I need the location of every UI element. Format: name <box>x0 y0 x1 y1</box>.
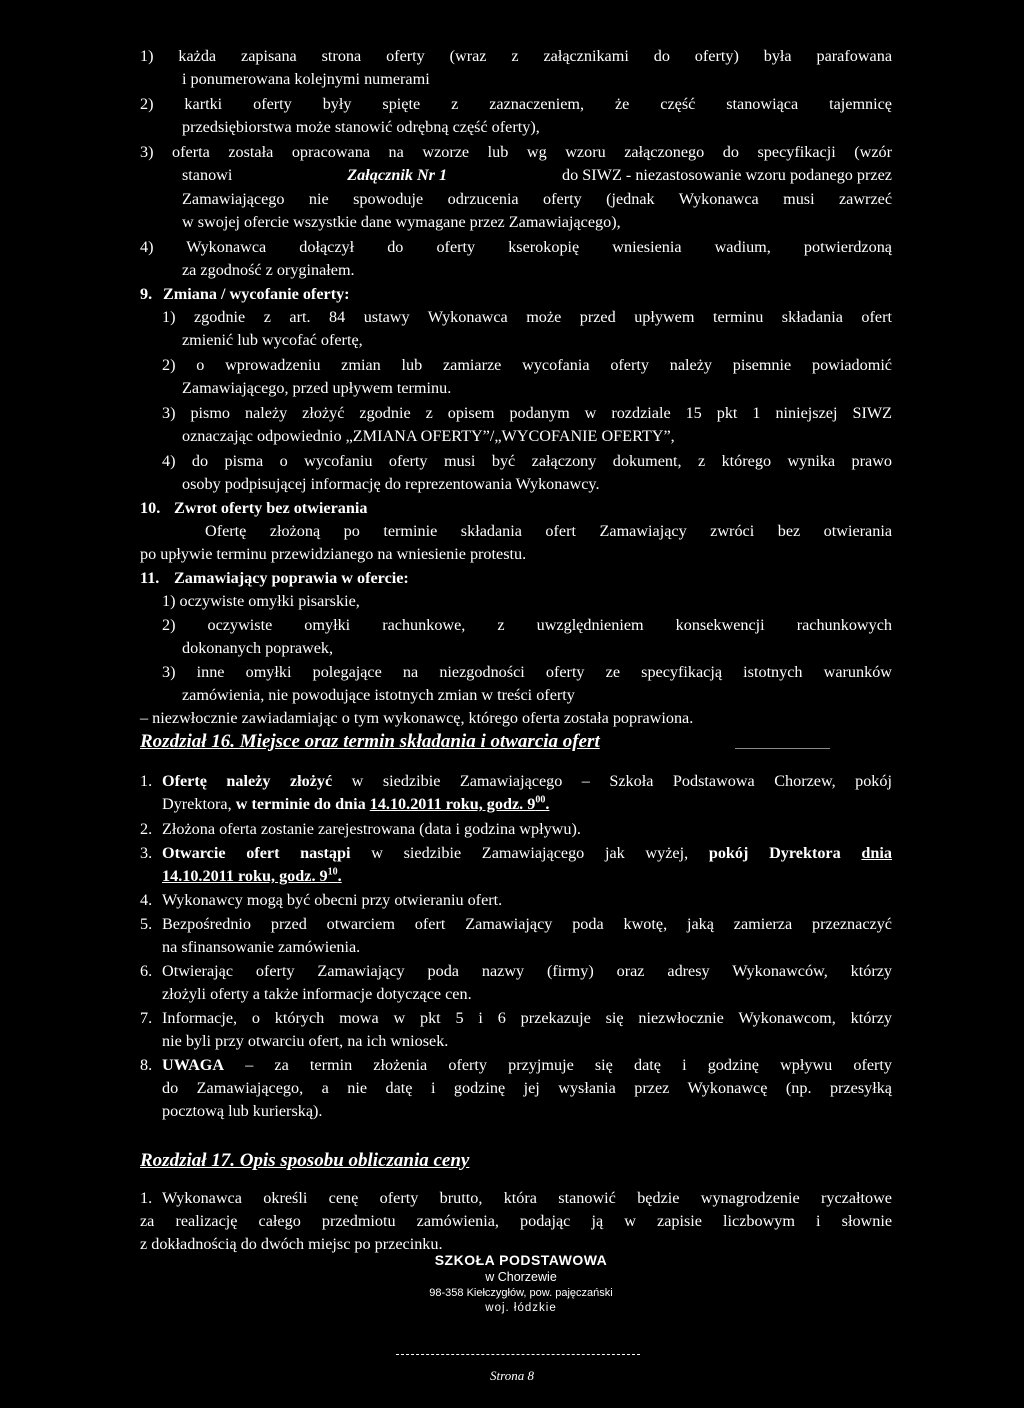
ch17-item-1-line2: za realizację całego przedmiotu zamówienia, podając ją w zapisie liczbowym i słownie <box>140 1212 892 1230</box>
item-8-3-line3: Zamawiającego nie spowoduje odrzucenia oferty (jednak Wykonawca musi zawrzeć <box>182 190 892 208</box>
ch16-item-4: Wykonawcy mogą być obecni przy otwieraniu ofert. <box>162 891 503 909</box>
warning-label: UWAGA <box>162 1056 225 1074</box>
ch16-item-1-pre: Dyrektora, <box>162 795 232 813</box>
section-9-title: Zmiana / wycofanie oferty: <box>163 285 350 303</box>
ch16-item-3-number: 3. <box>140 844 153 862</box>
section-11-number: 11. <box>140 569 160 587</box>
item-11-1: 1) oczywiste omyłki pisarskie, <box>162 592 360 610</box>
item-9-2-line2: Zamawiającego, przed upływem terminu. <box>182 379 452 397</box>
ch16-item-6-number: 6. <box>140 962 153 980</box>
submission-deadline <box>370 795 550 813</box>
item-8-3-label: stanowi <box>182 166 233 184</box>
item-9-4-line1: 4) do pisma o wycofaniu oferty musi być załączony dokument, z którego wynika prawo <box>162 452 892 470</box>
section-10-number: 10. <box>140 499 161 517</box>
section-10-title: Zwrot oferty bez otwierania <box>174 499 368 517</box>
section-10-para-line2: po upływie terminu przewidzianego na wniesienie protestu. <box>140 545 527 563</box>
ch16-item-5-number: 5. <box>140 915 153 933</box>
ch16-item-1-line2 <box>162 793 892 816</box>
ch16-item-3-room: pokój Dyrektora <box>708 844 841 862</box>
item-8-3-rest: do SIWZ - niezastosowanie wzoru podanego przez <box>562 166 892 184</box>
ch16-item-1-number: 1. <box>140 772 153 790</box>
ch16-item-3-bold: Otwarcie ofert nastąpi <box>162 844 351 862</box>
ch16-item-1-line1 <box>162 770 892 793</box>
item-8-3-line1: 3) oferta została opracowana na wzorze lub wg wzoru załączonego do specyfikacji (wzór <box>140 143 892 161</box>
item-8-4-line1: 4) Wykonawca dołączył do oferty kserokopię wniesienia wadium, potwierdzoną <box>140 238 892 256</box>
ch16-item-3-line1 <box>162 842 892 865</box>
opening-date-minutes: 10 <box>327 866 338 878</box>
item-11-2-line2: dokonanych poprawek, <box>182 639 334 657</box>
heading-rule <box>735 748 830 749</box>
stamp-address: 98-358 Kiełczygłów, pow. pajęczański <box>429 1287 613 1299</box>
ch16-item-6-line2: złożyli oferty a także informacje dotyczące cen. <box>162 985 472 1003</box>
ch16-item-7-line1: Informacje, o których mowa w pkt 5 i 6 przekazuje się niezwłocznie Wykonawcom, którzy <box>162 1009 892 1027</box>
item-9-2-line1: 2) o wprowadzeniu zmian lub zamiarze wycofania oferty należy pisemnie powiadomić <box>162 356 892 374</box>
ch16-item-1-rest: w siedzibie Zamawiającego – Szkoła Podstawowa Chorzew, pokój <box>351 772 892 790</box>
item-11-3-line1: 3) inne omyłki polegające na niezgodności oferty ze specyfikacją istotnych warunków <box>162 663 892 681</box>
item-8-1-line2: i ponumerowana kolejnymi numerami <box>182 70 430 88</box>
item-9-3-line1: 3) pismo należy złożyć zgodnie z opisem podanym w rozdziale 15 pkt 1 niniejszej SIWZ <box>162 404 892 422</box>
ch16-item-8-line1 <box>162 1054 892 1077</box>
ch16-item-1-deadline-label: w terminie do dnia <box>235 795 366 813</box>
ch16-item-8-rest: – za termin złożenia oferty przyjmuje się datę i godzinę wpływu oferty <box>245 1056 893 1074</box>
attachment-ref: Załącznik Nr 1 <box>347 166 448 184</box>
item-11-3-line2: zamówienia, nie powodujące istotnych zmian w treści oferty <box>182 686 575 704</box>
item-11-2-line1: 2) oczywiste omyłki rachunkowe, z uwzględnieniem konsekwencji rachunkowych <box>162 616 892 634</box>
item-8-3-line2 <box>182 164 892 187</box>
item-9-1-line1: 1) zgodnie z art. 84 ustawy Wykonawca może przed upływem terminu składania ofert <box>162 308 892 326</box>
ch16-item-2: Złożona oferta zostanie zarejestrowana (data i godzina wpływu). <box>162 820 581 838</box>
item-9-4-line2: osoby podpisującej informację do reprezentowania Wykonawcy. <box>182 475 600 493</box>
footer-rule <box>396 1354 640 1355</box>
submission-deadline-end: . <box>545 795 550 813</box>
item-8-4-line2: za zgodność z oryginałem. <box>182 261 355 279</box>
ch16-item-1-bold: Ofertę należy złożyć <box>162 772 333 790</box>
chapter-16-heading: Rozdział 16. Miejsce oraz termin składania i otwarcia ofert <box>140 731 600 752</box>
ch16-item-5-line1: Bezpośrednio przed otwarciem ofert Zamawiający poda kwotę, jaką zamierza przeznaczyć <box>162 915 892 933</box>
chapter-17-heading: Rozdział 17. Opis sposobu obliczania ceny <box>140 1150 470 1171</box>
opening-date-text: 14.10.2011 roku, godz. 9 <box>162 867 328 885</box>
opening-date-end: . <box>337 867 342 885</box>
item-8-1-line1: 1) każda zapisana strona oferty (wraz z załącznikami do oferty) była parafowana <box>140 47 892 65</box>
ch16-item-3-dnia: dnia <box>861 844 893 862</box>
ch16-item-4-number: 4. <box>140 891 153 909</box>
item-9-1-line2: zmienić lub wycofać ofertę, <box>182 331 363 349</box>
ch17-item-1-line3: z dokładnością do dwóch miejsc po przecinku. <box>140 1235 443 1253</box>
opening-date <box>162 867 342 885</box>
ch16-item-6-line1: Otwierając oferty Zamawiający poda nazwy (firmy) oraz adresy Wykonawców, którzy <box>162 962 892 980</box>
item-8-2-line1: 2) kartki oferty były spięte z zaznaczeniem, że część stanowiąca tajemnicę <box>140 95 892 113</box>
section-10-para-line1: Ofertę złożoną po terminie składania ofert Zamawiający zwróci bez otwierania <box>205 522 892 540</box>
ch17-item-1-number: 1. <box>140 1189 153 1207</box>
submission-deadline-text: 14.10.2011 roku, godz. 9 <box>369 795 536 813</box>
item-8-2-line2: przedsiębiorstwa może stanowić odrębną część oferty), <box>182 118 540 136</box>
ch16-item-8-line2: do Zamawiającego, a nie datę i godzinę jej wysłania przez Wykonawcę (np. przesyłką <box>162 1079 892 1097</box>
ch16-item-3-rest: w siedzibie Zamawiającego jak wyżej, <box>371 844 689 862</box>
submission-deadline-minutes: 00 <box>535 794 546 806</box>
ch16-item-7-line2: nie byli przy otwarciu ofert, na ich wniosek. <box>162 1032 449 1050</box>
section-9-number: 9. <box>140 285 153 303</box>
item-9-3-line2: oznaczając odpowiednio „ZMIANA OFERTY”/„WYCOFANIE OFERTY”, <box>182 427 675 445</box>
ch17-item-1-line1: Wykonawca określi cenę oferty brutto, która stanowić będzie wynagrodzenie ryczałtowe <box>162 1189 892 1207</box>
ch16-item-8-number: 8. <box>140 1056 153 1074</box>
stamp-village: w Chorzewie <box>485 1270 557 1284</box>
stamp-school-name: SZKOŁA PODSTAWOWA <box>434 1252 608 1268</box>
section-11-tail: – niezwłocznie zawiadamiając o tym wykonawcę, którego oferta została poprawiona. <box>140 709 694 727</box>
page-number: Strona 8 <box>490 1368 534 1383</box>
stamp-voivodeship: woj. łódzkie <box>485 1302 557 1314</box>
ch16-item-7-number: 7. <box>140 1009 153 1027</box>
section-11-title: Zamawiający poprawia w ofercie: <box>174 569 409 587</box>
school-stamp <box>396 1252 646 1316</box>
ch16-item-8-line3: pocztową lub kurierską). <box>162 1102 323 1120</box>
ch16-item-3-line2 <box>162 865 892 888</box>
ch16-item-2-number: 2. <box>140 820 153 838</box>
ch16-item-5-line2: na sfinansowanie zamówienia. <box>162 938 361 956</box>
item-8-3-line4: w swojej ofercie wszystkie dane wymagane przez Zamawiającego), <box>182 213 621 231</box>
